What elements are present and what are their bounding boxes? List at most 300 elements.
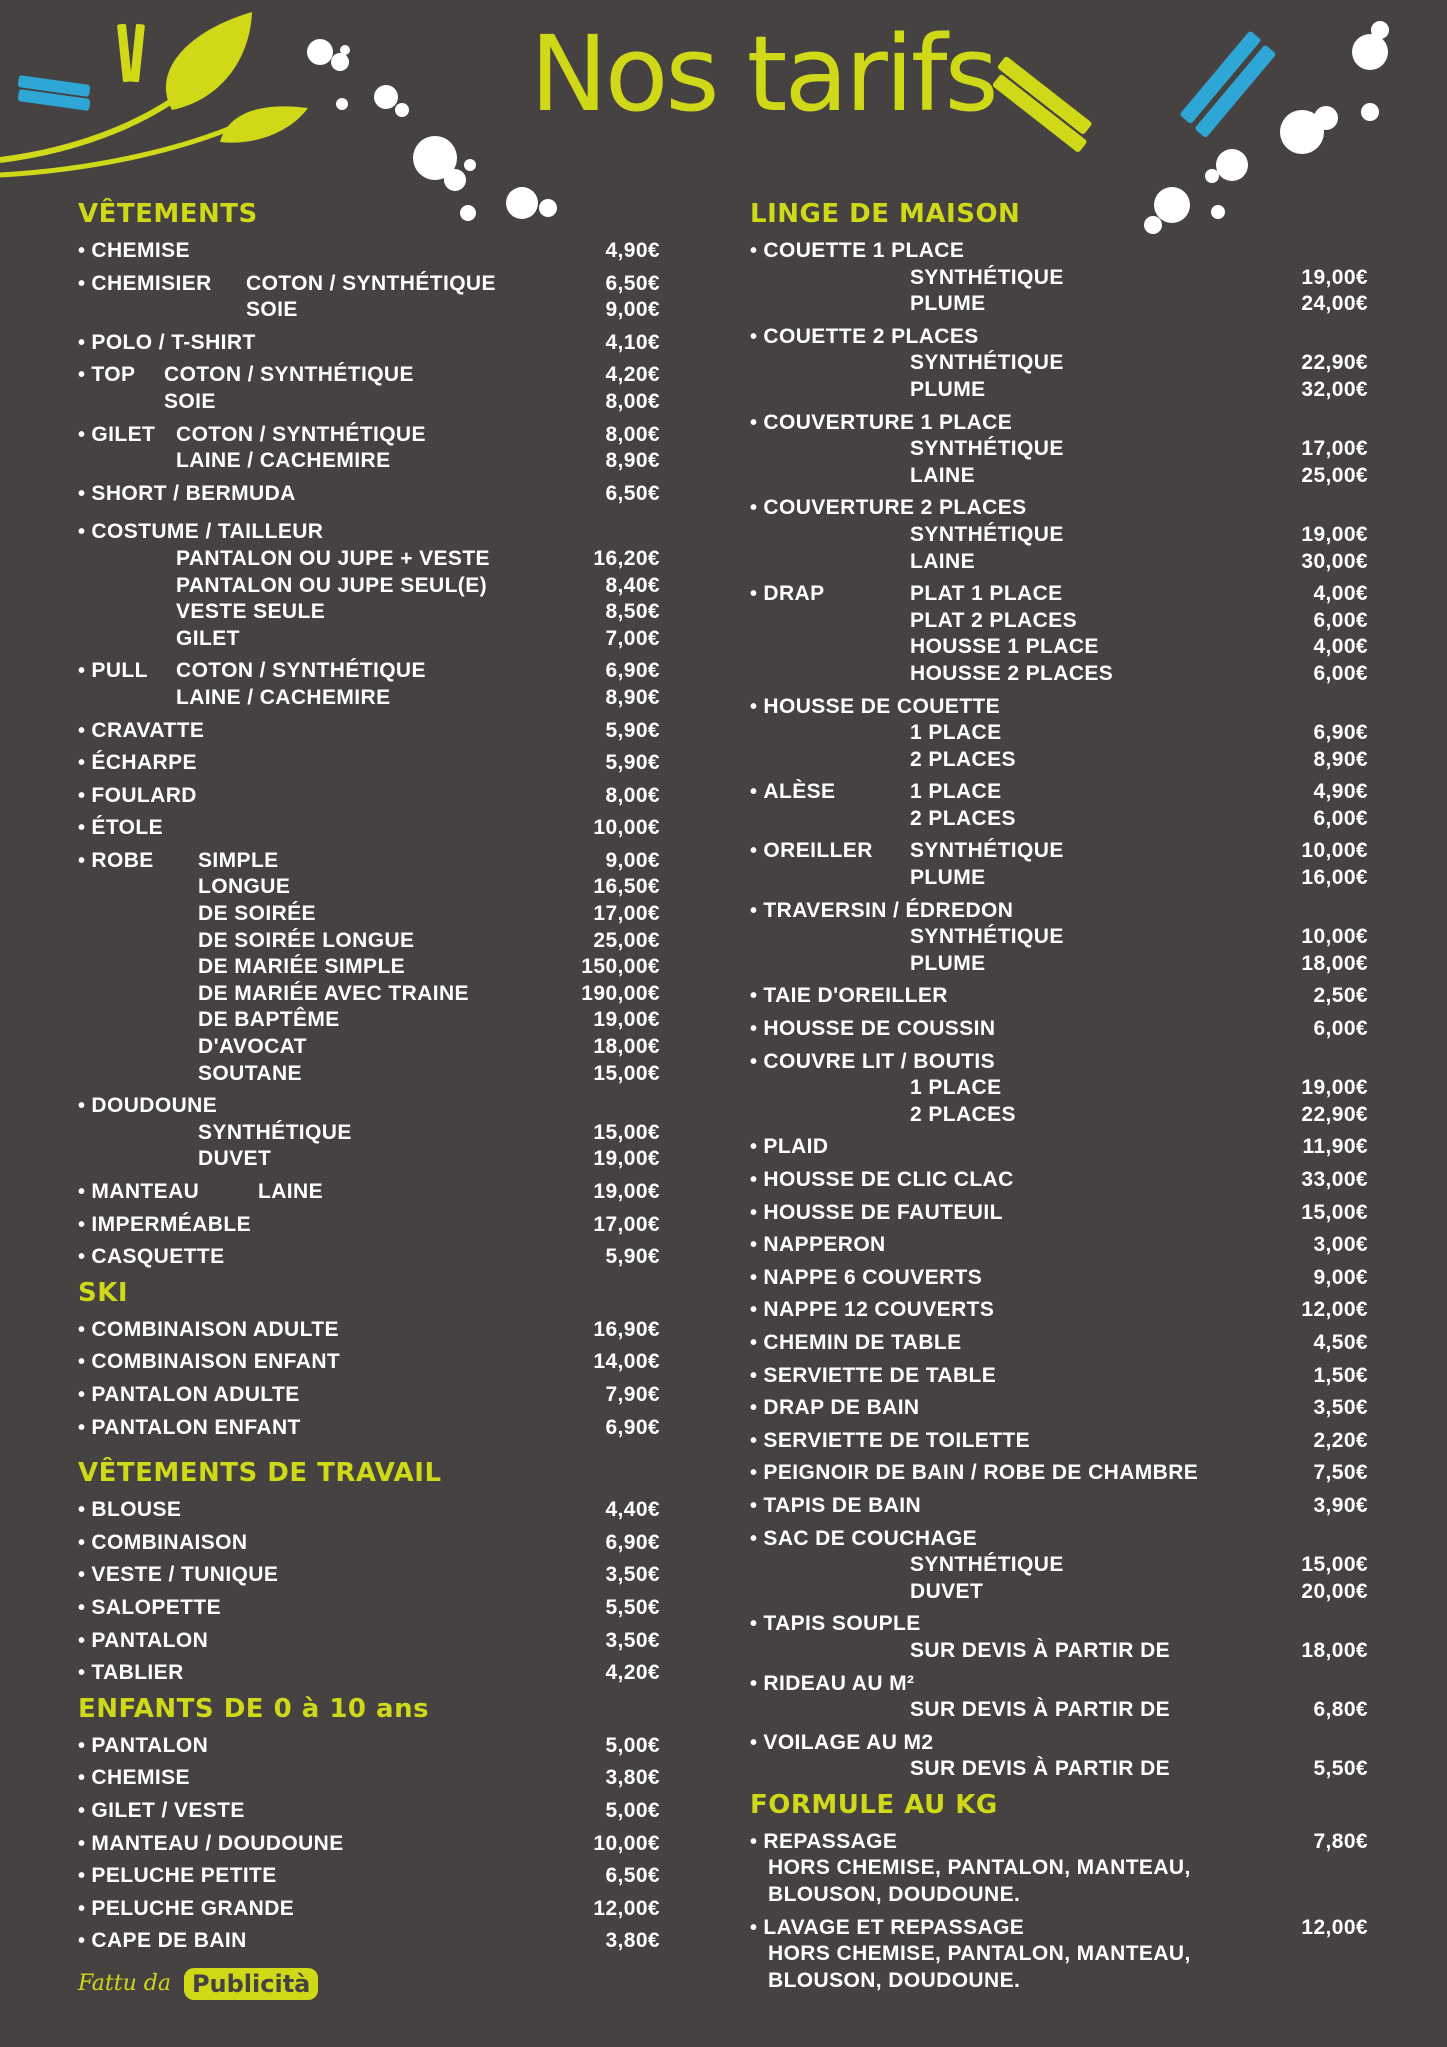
item-variant: 1 PLACE xyxy=(910,721,1002,745)
page-title: Nos tarifs xyxy=(530,13,996,135)
bullet-icon: • xyxy=(78,1799,86,1822)
price-item xyxy=(78,238,660,265)
price-line xyxy=(78,783,660,810)
price-item xyxy=(78,1317,660,1344)
price-item xyxy=(78,330,660,357)
item-price: 5,50€ xyxy=(1313,1757,1368,1781)
item-price: 10,00€ xyxy=(593,1831,660,1855)
item-label xyxy=(78,271,212,298)
item-label-text: SERVIETTE DE TOILETTE xyxy=(763,1428,1031,1452)
price-line xyxy=(78,1896,660,1923)
item-variant: DE MARIÉE SIMPLE xyxy=(198,955,406,979)
item-label-text: PANTALON ADULTE xyxy=(91,1382,300,1406)
price-item xyxy=(750,1049,1368,1129)
bullet-icon: • xyxy=(78,1596,86,1619)
item-variant: LAINE xyxy=(258,1180,323,1203)
item-variant: PLUME xyxy=(910,292,986,316)
price-line xyxy=(750,806,1368,833)
item-price: 6,90€ xyxy=(605,659,660,683)
item-price: 5,00€ xyxy=(605,1733,660,1757)
item-label xyxy=(78,783,197,810)
price-item xyxy=(78,1831,660,1858)
price-line xyxy=(78,1317,660,1344)
item-price: 8,40€ xyxy=(605,573,660,597)
price-item xyxy=(78,1765,660,1792)
item-variant: LAINE / CACHEMIRE xyxy=(176,449,391,473)
bullet-icon: • xyxy=(78,1629,86,1652)
price-line xyxy=(78,658,660,685)
bullet-icon: • xyxy=(78,331,86,354)
bullet-icon: • xyxy=(78,1564,86,1587)
price-item xyxy=(750,238,1368,318)
item-label-text: CHEMISE xyxy=(91,239,190,262)
item-label-text: SHORT / BERMUDA xyxy=(91,481,296,505)
bullet-icon: • xyxy=(78,423,86,446)
item-price: 150,00€ xyxy=(581,955,660,979)
item-label xyxy=(78,1244,225,1271)
price-line xyxy=(750,1200,1368,1227)
item-price: 5,00€ xyxy=(605,1798,660,1822)
price-line xyxy=(78,481,660,508)
item-variant: SYNTHÉTIQUE xyxy=(910,925,1064,949)
price-line xyxy=(78,1831,660,1858)
item-price: 6,90€ xyxy=(605,1415,660,1439)
price-line xyxy=(78,1628,660,1655)
price-item xyxy=(750,983,1368,1010)
bullet-icon: • xyxy=(750,1527,758,1550)
price-item xyxy=(78,1928,660,1955)
price-item xyxy=(78,362,660,415)
item-label-text: NAPPERON xyxy=(763,1233,886,1257)
item-variant: DE SOIRÉE LONGUE xyxy=(198,928,415,952)
item-label-text: TAPIS DE BAIN xyxy=(763,1493,922,1517)
item-price: 4,90€ xyxy=(605,239,660,262)
item-label xyxy=(78,1831,344,1858)
item-note: HORS CHEMISE, PANTALON, MANTEAU, xyxy=(768,1856,1191,1880)
price-item xyxy=(78,658,660,711)
clothespin-icon xyxy=(18,75,91,111)
item-label-text: PELUCHE GRANDE xyxy=(91,1896,295,1920)
section-title: FORMULE AU KG xyxy=(750,1789,998,1820)
price-line xyxy=(750,549,1368,576)
bullet-icon: • xyxy=(750,240,758,262)
item-variant: COTON / SYNTHÉTIQUE xyxy=(164,363,414,387)
item-price: 7,80€ xyxy=(1313,1829,1368,1853)
price-line xyxy=(750,1265,1368,1292)
item-variant: SYNTHÉTIQUE xyxy=(910,839,1064,863)
price-item xyxy=(750,1363,1368,1390)
item-variant: 1 PLACE xyxy=(910,1076,1002,1100)
price-line xyxy=(78,330,660,357)
bullet-icon: • xyxy=(78,272,86,295)
price-item xyxy=(78,422,660,475)
item-label xyxy=(750,410,1012,437)
price-line xyxy=(78,848,660,875)
price-line xyxy=(78,238,660,265)
price-line xyxy=(78,928,660,955)
bullet-icon: • xyxy=(78,1246,86,1269)
bullet-icon: • xyxy=(78,1383,86,1406)
item-variant: SYNTHÉTIQUE xyxy=(910,1553,1064,1577)
price-line xyxy=(78,1244,660,1271)
item-variant: 2 PLACES xyxy=(910,806,1016,830)
price-line xyxy=(78,1034,660,1061)
price-line xyxy=(750,747,1368,774)
price-line xyxy=(750,1671,1368,1698)
price-line xyxy=(750,581,1368,608)
item-label xyxy=(78,330,256,357)
price-line xyxy=(750,1756,1368,1783)
item-price: 19,00€ xyxy=(1301,522,1368,546)
item-variant: SUR DEVIS À PARTIR DE xyxy=(910,1698,1171,1722)
price-item xyxy=(750,1200,1368,1227)
bullet-icon: • xyxy=(750,1830,758,1853)
price-line xyxy=(750,634,1368,661)
item-price: 18,00€ xyxy=(1301,951,1368,975)
item-label xyxy=(750,495,1027,522)
item-price: 3,80€ xyxy=(605,1766,660,1790)
item-label xyxy=(750,1330,962,1357)
price-item xyxy=(78,848,660,1087)
price-line xyxy=(750,1638,1368,1665)
item-note: BLOUSON, DOUDOUNE. xyxy=(768,1968,1021,1992)
price-item xyxy=(750,1297,1368,1324)
item-price: 4,90€ xyxy=(1313,780,1368,804)
bullet-icon: • xyxy=(750,899,758,922)
section-title: SKI xyxy=(78,1277,129,1308)
bullet-icon: • xyxy=(78,849,86,872)
item-price: 6,80€ xyxy=(1313,1698,1368,1722)
item-price: 15,00€ xyxy=(1301,1200,1368,1224)
price-line xyxy=(78,1093,660,1120)
item-label-text: HOUSSE DE COUSSIN xyxy=(763,1017,996,1041)
price-line xyxy=(750,522,1368,549)
price-line xyxy=(750,924,1368,951)
item-label xyxy=(78,1660,184,1687)
price-item xyxy=(750,1460,1368,1487)
price-line xyxy=(750,1941,1368,1968)
price-line xyxy=(750,1049,1368,1076)
item-price: 19,00€ xyxy=(593,1180,660,1203)
price-item xyxy=(78,1349,660,1376)
item-label xyxy=(750,1611,921,1638)
price-item xyxy=(78,1896,660,1923)
footer-prefix: Fattu da xyxy=(78,1971,171,1996)
item-label-text: HOUSSE DE CLIC CLAC xyxy=(763,1168,1014,1191)
item-label-text: CHEMIN DE TABLE xyxy=(763,1330,962,1354)
item-variant: HOUSSE 2 PLACES xyxy=(910,661,1114,685)
price-line xyxy=(78,1863,660,1890)
bullet-icon: • xyxy=(750,1201,758,1224)
item-label xyxy=(78,481,296,508)
item-variant: SYNTHÉTIQUE xyxy=(198,1120,352,1144)
price-line xyxy=(750,495,1368,522)
item-price: 7,50€ xyxy=(1313,1461,1368,1485)
price-line xyxy=(750,694,1368,721)
item-label xyxy=(750,838,873,865)
bullet-icon: • xyxy=(78,719,86,742)
item-label-text: HOUSSE DE FAUTEUIL xyxy=(763,1200,1003,1224)
publicita-logo: Publicità xyxy=(184,1968,318,2000)
item-label xyxy=(78,1349,340,1376)
item-price: 19,00€ xyxy=(593,1008,660,1032)
price-line xyxy=(78,1530,660,1557)
item-price: 2,50€ xyxy=(1313,984,1368,1008)
item-label xyxy=(78,750,197,777)
bullet-icon: • xyxy=(750,840,758,863)
item-variant: LAINE / CACHEMIRE xyxy=(176,685,391,709)
item-label xyxy=(78,1212,251,1239)
item-price: 6,00€ xyxy=(1313,608,1368,632)
item-price: 9,00€ xyxy=(605,848,660,872)
price-line xyxy=(750,1134,1368,1161)
item-price: 22,90€ xyxy=(1301,351,1368,375)
bullet-icon: • xyxy=(78,1531,86,1554)
item-variant: SYNTHÉTIQUE xyxy=(910,522,1064,546)
item-label xyxy=(78,718,204,745)
bullet-icon: • xyxy=(750,1916,758,1939)
item-label xyxy=(78,1562,278,1589)
item-label xyxy=(78,362,135,389)
clothespin-icon xyxy=(1179,30,1276,138)
item-variant: SIMPLE xyxy=(198,848,279,872)
item-price: 9,00€ xyxy=(1313,1265,1368,1289)
item-price: 12,00€ xyxy=(1301,1298,1368,1322)
item-price: 17,00€ xyxy=(1301,437,1368,461)
item-label-text: MANTEAU xyxy=(91,1180,200,1203)
price-item xyxy=(78,519,660,652)
price-line xyxy=(750,779,1368,806)
price-item xyxy=(78,1562,660,1589)
bullet-icon: • xyxy=(750,1364,758,1387)
item-price: 6,00€ xyxy=(1313,1017,1368,1041)
item-label-text: RIDEAU AU M² xyxy=(763,1671,915,1695)
price-line xyxy=(78,297,660,324)
item-label xyxy=(78,1896,294,1923)
bullet-icon: • xyxy=(78,1832,86,1855)
price-line xyxy=(750,898,1368,925)
item-label xyxy=(78,1382,300,1409)
item-variant: DE MARIÉE AVEC TRAINE xyxy=(198,981,469,1005)
bullet-icon: • xyxy=(78,1499,86,1522)
price-line xyxy=(78,1349,660,1376)
price-line xyxy=(750,983,1368,1010)
bullet-icon: • xyxy=(78,752,86,775)
bullet-icon: • xyxy=(750,497,758,520)
bullet-icon: • xyxy=(78,1767,86,1790)
bullet-icon: • xyxy=(750,1050,758,1073)
price-item xyxy=(78,1733,660,1760)
item-label xyxy=(750,1363,996,1390)
price-item xyxy=(78,1863,660,1890)
item-price: 18,00€ xyxy=(593,1035,660,1059)
price-line xyxy=(78,1061,660,1088)
bullet-icon: • xyxy=(78,1734,86,1757)
bullet-icon: • xyxy=(750,781,758,804)
price-line xyxy=(78,1007,660,1034)
item-label xyxy=(750,1200,1003,1227)
item-label xyxy=(750,1428,1030,1455)
item-price: 16,50€ xyxy=(593,875,660,899)
item-label-text: CASQUETTE xyxy=(91,1245,225,1269)
bullet-icon: • xyxy=(750,695,758,718)
price-line xyxy=(750,1460,1368,1487)
item-label xyxy=(750,1297,994,1324)
bullet-icon: • xyxy=(78,1416,86,1439)
item-variant: SYNTHÉTIQUE xyxy=(910,437,1064,461)
item-label xyxy=(750,1265,982,1292)
item-note: BLOUSON, DOUDOUNE. xyxy=(768,1883,1021,1907)
item-variant: DE BAPTÊME xyxy=(198,1008,340,1032)
item-label xyxy=(750,779,835,806)
price-line xyxy=(78,815,660,842)
item-label-text: LAVAGE ET REPASSAGE xyxy=(763,1915,1025,1939)
item-price: 15,00€ xyxy=(593,1061,660,1085)
item-price: 3,50€ xyxy=(605,1628,660,1652)
price-item xyxy=(78,1093,660,1173)
item-variant: 2 PLACES xyxy=(910,747,1016,771)
price-line xyxy=(750,1395,1368,1422)
item-price: 6,00€ xyxy=(1313,661,1368,685)
item-price: 19,00€ xyxy=(593,1147,660,1171)
item-label-text: TAIE D'OREILLER xyxy=(763,984,948,1008)
bullet-icon: • xyxy=(750,1613,758,1636)
price-item xyxy=(78,783,660,810)
item-label-text: POLO / T-SHIRT xyxy=(91,330,256,354)
price-line xyxy=(78,362,660,389)
item-label xyxy=(750,983,948,1010)
item-label-text: PANTALON ENFANT xyxy=(91,1415,301,1439)
item-price: 4,40€ xyxy=(605,1498,660,1522)
price-item xyxy=(78,815,660,842)
item-price: 3,90€ xyxy=(1313,1493,1368,1517)
price-line xyxy=(750,661,1368,688)
item-variant: SYNTHÉTIQUE xyxy=(910,351,1064,375)
price-item xyxy=(750,1611,1368,1664)
item-variant: SOIE xyxy=(164,389,216,413)
price-line xyxy=(750,865,1368,892)
price-section xyxy=(750,1787,1368,1995)
item-price: 6,50€ xyxy=(605,1864,660,1888)
price-section xyxy=(750,196,1368,1783)
item-price: 14,00€ xyxy=(593,1350,660,1374)
item-price: 4,10€ xyxy=(605,330,660,354)
item-price: 190,00€ xyxy=(581,981,660,1005)
bullet-icon: • xyxy=(78,1930,86,1953)
price-line xyxy=(78,981,660,1008)
bullet-icon: • xyxy=(750,1266,758,1289)
item-price: 6,90€ xyxy=(605,1530,660,1554)
price-line xyxy=(78,1146,660,1173)
price-line xyxy=(750,1552,1368,1579)
item-price: 4,50€ xyxy=(1313,1330,1368,1354)
item-label-text: PEIGNOIR DE BAIN / ROBE DE CHAMBRE xyxy=(763,1461,1199,1485)
item-price: 16,20€ xyxy=(593,546,660,570)
price-item xyxy=(750,779,1368,832)
price-line xyxy=(750,1167,1368,1194)
item-label-text: SALOPETTE xyxy=(91,1595,222,1619)
price-line xyxy=(78,685,660,712)
item-price: 7,90€ xyxy=(605,1382,660,1406)
item-label-text: FOULARD xyxy=(91,783,197,807)
item-label-text: PLAID xyxy=(763,1135,829,1159)
item-variant: DE SOIRÉE xyxy=(198,902,316,926)
item-price: 12,00€ xyxy=(1301,1915,1368,1939)
item-label-text: DOUDOUNE xyxy=(91,1094,218,1118)
section-title: VÊTEMENTS DE TRAVAIL xyxy=(78,1458,442,1489)
bullet-icon: • xyxy=(750,411,758,434)
item-label xyxy=(78,422,155,449)
item-label-text: ALÈSE xyxy=(763,780,836,804)
item-label-text: COUVERTURE 1 PLACE xyxy=(763,410,1013,434)
item-variant: LAINE xyxy=(910,463,975,487)
item-label xyxy=(78,1863,277,1890)
bullet-icon: • xyxy=(78,660,86,683)
item-label-text: DRAP xyxy=(763,582,825,606)
item-variant: DUVET xyxy=(198,1147,272,1171)
price-line xyxy=(78,422,660,449)
item-price: 20,00€ xyxy=(1301,1579,1368,1603)
price-line xyxy=(750,1882,1368,1909)
bullet-icon: • xyxy=(78,482,86,505)
item-label-text: COUETTE 1 PLACE xyxy=(763,239,965,262)
price-line xyxy=(750,410,1368,437)
price-line xyxy=(78,1765,660,1792)
item-label-text: VOILAGE AU M2 xyxy=(763,1730,934,1754)
item-price: 10,00€ xyxy=(593,816,660,840)
item-label-text: COMBINAISON ENFANT xyxy=(91,1350,341,1374)
bullet-icon: • xyxy=(78,240,86,262)
item-label-text: ROBE xyxy=(91,848,154,872)
item-label-text: REPASSAGE xyxy=(763,1829,898,1853)
price-line xyxy=(78,1415,660,1442)
price-item xyxy=(78,1628,660,1655)
item-variant: PANTALON OU JUPE SEUL(E) xyxy=(176,573,488,597)
item-variant: PLAT 1 PLACE xyxy=(910,582,1063,606)
bullet-icon: • xyxy=(78,1318,86,1341)
price-line xyxy=(750,436,1368,463)
price-item xyxy=(750,1526,1368,1606)
item-price: 25,00€ xyxy=(1301,463,1368,487)
bullet-icon: • xyxy=(750,1169,758,1191)
price-line xyxy=(750,1297,1368,1324)
item-label xyxy=(78,1628,208,1655)
item-label xyxy=(78,1530,247,1557)
price-item xyxy=(750,1671,1368,1724)
item-label-text: CAPE DE BAIN xyxy=(91,1929,247,1953)
item-label-text: PULL xyxy=(91,659,148,683)
bullet-icon: • xyxy=(78,1897,86,1920)
price-line xyxy=(750,608,1368,635)
item-label-text: COMBINAISON xyxy=(91,1530,248,1554)
item-label-text: BLOUSE xyxy=(91,1498,182,1522)
item-label xyxy=(78,1415,301,1442)
price-line xyxy=(750,463,1368,490)
bullet-icon: • xyxy=(78,1865,86,1888)
item-price: 3,50€ xyxy=(1313,1396,1368,1420)
item-label xyxy=(750,1730,934,1757)
item-label xyxy=(750,1049,995,1076)
price-section xyxy=(78,1275,660,1441)
item-label-text: MANTEAU / DOUDOUNE xyxy=(91,1831,344,1855)
item-label xyxy=(750,1915,1024,1942)
price-section xyxy=(78,196,660,1271)
price-line xyxy=(750,1697,1368,1724)
item-label xyxy=(750,1526,977,1553)
item-price: 5,90€ xyxy=(605,1245,660,1269)
price-line xyxy=(750,951,1368,978)
price-item xyxy=(750,1330,1368,1357)
